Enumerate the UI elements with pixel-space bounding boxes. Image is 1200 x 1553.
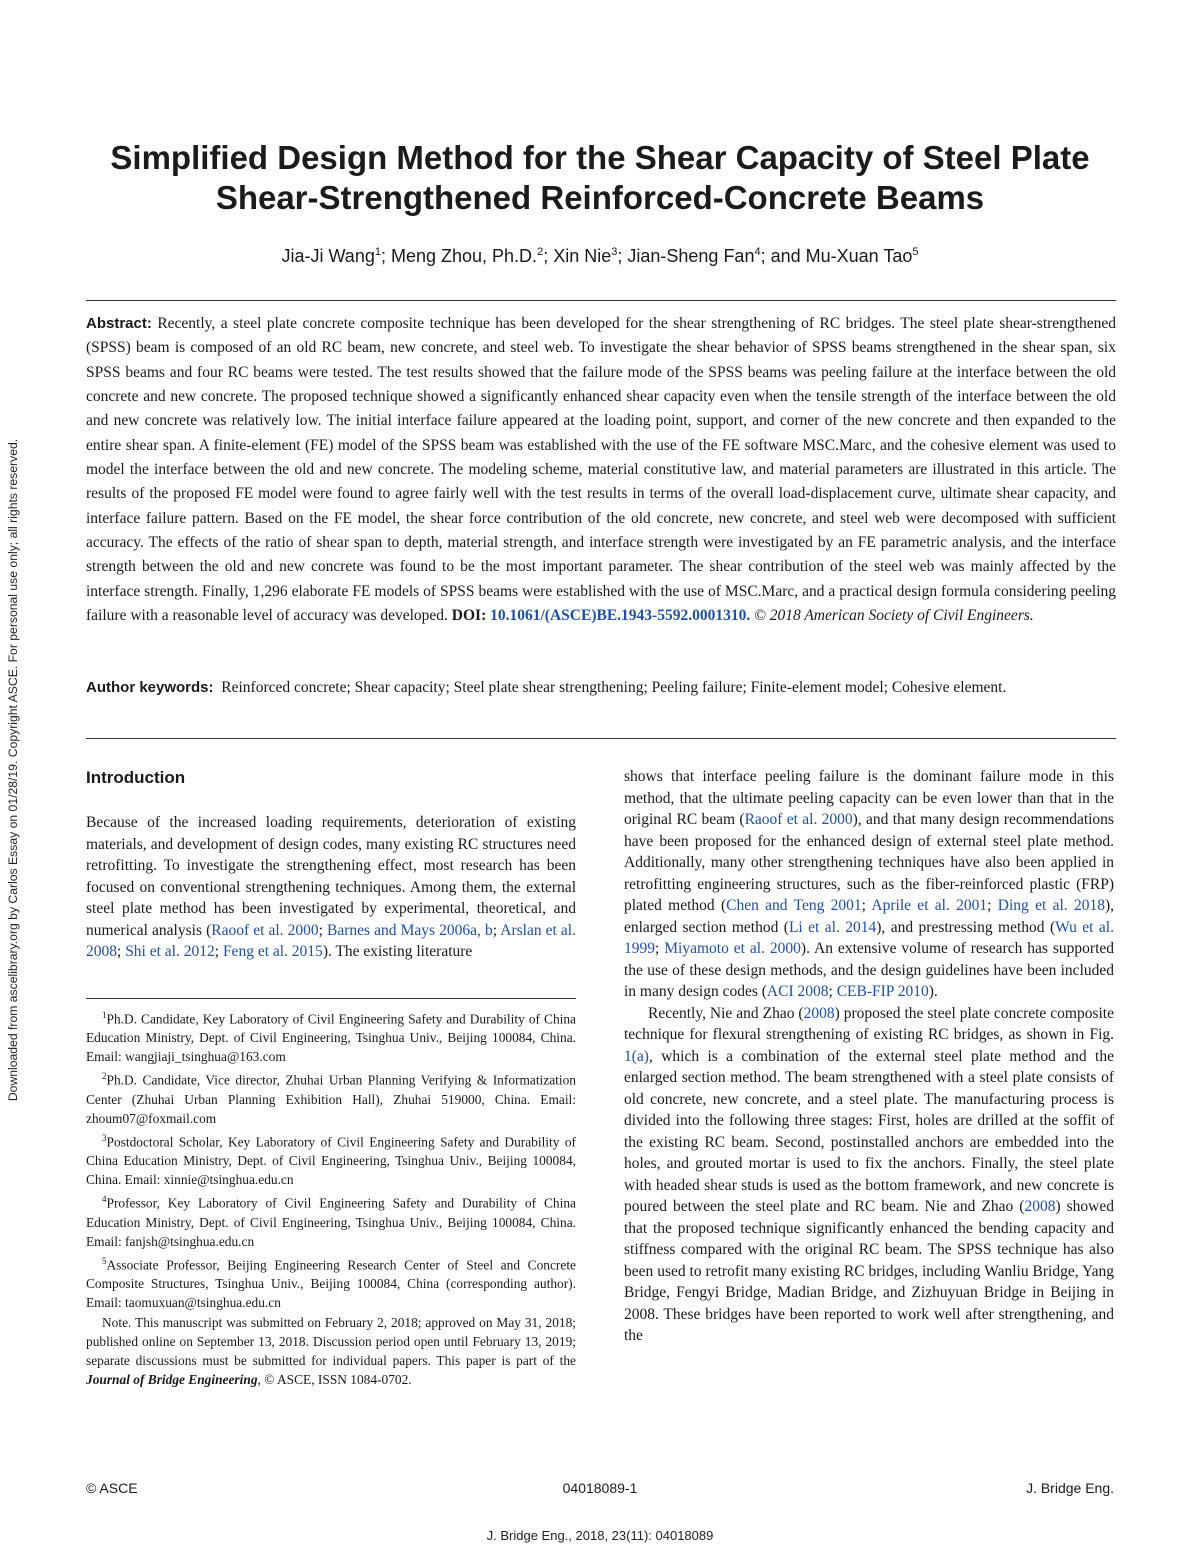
author-name: Jia-Ji Wang	[281, 246, 375, 266]
author-separator: ; and	[760, 246, 806, 266]
keywords-label: Author keywords:	[86, 679, 214, 696]
author-separator: ;	[380, 246, 391, 266]
note-text: Note. This manuscript was submitted on February 2, 2018; approved on May 31, 2018; published online on September 13, 2018. Discussion period open until February 13, 2019; separate discussions must be submitted for individual papers. This paper is part of the	[86, 1315, 576, 1369]
keywords-text: Reinforced concrete; Shear capacity; Steel plate shear strengthening; Peeling failure; Finite-element model; Cohesive element.	[221, 679, 1007, 696]
paragraph-text: ).	[928, 983, 938, 1000]
footnote-mark: 4	[102, 1194, 107, 1205]
paragraph-text: ;	[492, 921, 501, 939]
affiliation-list	[86, 1006, 576, 1312]
doi-link[interactable]: 10.1061/(ASCE)BE.1943-5592.0001310.	[490, 607, 751, 625]
intro-paragraph-left	[86, 812, 576, 963]
paragraph-text: ), and that many design recommendations have been proposed for the enhanced design of external steel plate method. Additionally, many other strengthening techniques have also been applied in retrofitting engineering structures, such as the fiber-reinforced plastic (FRP) plated method (	[624, 811, 1114, 914]
author-affiliation-mark: 2	[537, 246, 544, 258]
footnote-rule	[86, 998, 576, 999]
paragraph-text: ;	[117, 943, 126, 960]
footnote-mark: 5	[102, 1255, 107, 1266]
author-affiliation-mark: 1	[374, 246, 381, 258]
author-name: Xin Nie	[553, 246, 612, 266]
paragraph-text: Recently, Nie and Zhao (	[648, 1004, 804, 1022]
author-affiliation-mark: 3	[611, 246, 618, 258]
citation-link[interactable]: Shi et al. 2012	[125, 943, 215, 960]
citation-link[interactable]: Chen and Teng 2001	[726, 897, 862, 914]
affiliation-footnote	[86, 1006, 576, 1066]
copyright-notice: © 2018 American Society of Civil Engineers.	[754, 607, 1034, 625]
journal-name: Journal of Bridge Engineering	[86, 1372, 258, 1388]
paragraph-text: ;	[987, 897, 998, 914]
footnote-mark: 1	[102, 1010, 107, 1020]
author-affiliation-mark: 5	[912, 246, 919, 258]
paragraph-text: ;	[318, 921, 327, 939]
abstract-text: Recently, a steel plate concrete composite technique has been developed for the shear strengthening of RC bridges. The steel plate shear-strengthened (SPSS) beam is composed of an old RC beam, new concrete, and steel web. To investigate the shear behavior of SPSS beams strengthened in the shear span, six SPSS beams and four RC beams were tested. The test results showed that the failure mode of the SPSS beams was peeling failure at the interface between the old concrete and new concrete. The proposed technique showed a significantly enhanced shear capacity even when the tensile strength of the interface between the old and new concrete was relatively low. The initial interface failure appeared at the loading point, support, and corner of the new concrete and then expanded to the entire shear span. A finite-element (FE) model of the SPSS beam was established with the use of the FE software MSC.Marc, and the cohesive element was used to model the interface between the old and new concrete. The modeling scheme, material constitutive law, and material parameters are illustrated in this article. The results of the proposed FE model were found to agree fairly well with the test results in terms of the overall load-displacement curve, ultimate shear capacity, and interface failure pattern. Based on the FE model, the shear force contribution of the old concrete, new concrete, and steel web were decomposed with sufficient accuracy. The effects of the ratio of shear span to depth, material strength, and interface strength were investigated by an FE parametric analysis, and the interface strength between the old and new concrete was found to be the most important parameter. The shear contribution of the steel web was mainly affected by the interface strength. Finally, 1,296 elaborate FE models of SPSS beams were established with the use of MSC.Marc, and a practical design formula considering peeling failure with a reasonable level of accuracy was developed.	[86, 315, 1117, 625]
paragraph-text: ) showed that the proposed technique significantly enhanced the bending capacity and stiffness compared with the original RC beam. The SPSS technique has also been used to retrofit many existing RC bridges, including Wanliu Bridge, Yang Bridge, Fengyi Bridge, Madian Bridge, and Zizhuyuan Bridge in Beijing in 2008. These bridges have been reported to work well after strengthening, and the	[624, 1198, 1114, 1344]
citation-link[interactable]: Aprile et al. 2001	[871, 897, 988, 914]
paragraph-text: ;	[214, 943, 223, 960]
abstract-label: Abstract:	[86, 315, 152, 332]
author-separator: ;	[617, 246, 628, 266]
author-name: Jian-Sheng Fan	[627, 246, 755, 266]
affiliation-footnote	[86, 1252, 576, 1312]
footer-right: J. Bridge Eng.	[1026, 1480, 1114, 1496]
footnote-mark: 3	[102, 1132, 107, 1143]
doi-label: DOI:	[451, 607, 487, 625]
citation-link[interactable]: Raoof et al. 2000	[211, 921, 319, 939]
footnotes	[86, 1006, 576, 1390]
footnote-text: Associate Professor, Beijing Engineering Research Center of Steel and Concrete Composite Structures, Tsinghua Univ., Beijing 100084, China (corresponding author). Email: taomuxuan@tsinghua.edu.cn	[86, 1257, 576, 1311]
paragraph-text: ;	[655, 940, 665, 957]
footnote-mark: 2	[102, 1071, 107, 1082]
citation-link[interactable]: Barnes and Mays 2006a, b	[327, 921, 493, 939]
paragraph-text: ;	[861, 897, 872, 914]
paragraph-text: ), and prestressing method (	[876, 918, 1056, 936]
footnote-text: Ph.D. Candidate, Vice director, Zhuhai Urban Planning Verifying & Informatization Center (Zhuhai Urban Planning Exhibition Hall), Zhuhai 519000, China. Email: zhoum07@foxmail.com	[86, 1072, 576, 1126]
citation-link[interactable]: ACI 2008	[766, 983, 829, 1000]
paper-title: Simplified Design Method for the Shear Capacity of Steel Plate Shear-Strengthened Reinforced-Concrete Beams	[110, 139, 1090, 216]
citation-link[interactable]: Arslan et al. 2008	[86, 921, 576, 960]
citation-link[interactable]: Wu et al. 1999	[624, 918, 1114, 957]
paragraph-text: ). An extensive volume of research has supported the use of these design methods, and the design guidelines have been included in many design codes (	[624, 940, 1115, 1000]
abstract	[86, 312, 1116, 628]
author-list	[80, 238, 1120, 270]
citation-link[interactable]: 2008	[803, 1004, 835, 1022]
citation-link[interactable]: Feng et al. 2015	[222, 943, 323, 960]
citation-link[interactable]: 2008	[1024, 1198, 1056, 1215]
section-heading-introduction: Introduction	[86, 768, 186, 787]
paragraph-text: ) proposed the steel plate concrete composite technique for flexural strengthening of existing RC bridges, as shown in Fig.	[624, 1004, 1114, 1043]
citation-link[interactable]: Ding et al. 2018	[997, 897, 1105, 914]
author-affiliation-mark: 4	[754, 246, 761, 258]
left-column	[86, 812, 576, 963]
citation-link[interactable]: Miyamoto et al. 2000	[664, 940, 801, 957]
citation-link[interactable]: CEB-FIP 2010	[836, 983, 929, 1000]
paragraph-text: ). The existing literature	[322, 943, 473, 960]
affiliation-footnote	[86, 1067, 576, 1127]
paragraph-text: Because of the increased loading requirements, deterioration of existing materials, and development of design codes, many existing RC structures need retrofitting. To investigate the strengthening effect, most research has been focused on conventional strengthening techniques. Among them, the external steel plate method has been investigated by experimental, theoretical, and numerical analysis (	[86, 814, 576, 939]
submission-note	[86, 1313, 576, 1389]
download-notice-text: Downloaded from ascelibrary.org by Carlos Essay on 01/28/19. Copyright ASCE. For personal use only; all rights reserved.	[6, 438, 20, 1102]
footnote-text: Ph.D. Candidate, Key Laboratory of Civil Engineering Safety and Durability of China Education Ministry, Dept. of Civil Engineering, Tsinghua Univ., Beijing 100084, China. Email: wangjiaji_tsinghua@163.com	[86, 1011, 576, 1065]
abstract-bottom-rule	[86, 738, 1116, 739]
paragraph-text: , which is a combination of the external steel plate method and the enlarged section method. The beam strengthened with a steel plate consists of old concrete, new concrete, and a steel plate. The manufacturing process is divided into the following three stages: First, holes are drilled at the soffit of the existing RC beam. Second, postinstalled anchors are embedded into the holes, and grouted mortar is used to fix the anchors. Finally, the steel plate with headed shear studs is used as the bottom framework, and new concrete is poured between the steel plate and RC beam. Nie and Zhao (	[624, 1047, 1114, 1215]
footnote-text: Professor, Key Laboratory of Civil Engineering Safety and Durability of China Education Ministry, Dept. of Civil Engineering, Tsinghua Univ., Beijing 100084, China. Email: fanjsh@tsinghua.edu.cn	[86, 1195, 576, 1249]
download-notice	[0, 375, 26, 1165]
author-separator: ;	[543, 246, 554, 266]
affiliation-footnote	[86, 1129, 576, 1189]
intro-paragraph-right-2	[624, 1003, 1114, 1347]
abstract-top-rule	[86, 300, 1116, 301]
paragraph-text: ), enlarged section method (	[624, 897, 1115, 936]
journal-citation: J. Bridge Eng., 2018, 23(11): 04018089	[486, 1528, 714, 1543]
citation-link[interactable]: 1(a)	[624, 1047, 649, 1065]
affiliation-footnote	[86, 1190, 576, 1250]
footer-left: © ASCE	[86, 1480, 138, 1496]
author-name: Mu-Xuan Tao	[805, 246, 913, 266]
citation-link[interactable]: Raoof et al. 2000	[744, 811, 853, 828]
note-issn: , © ASCE, ISSN 1084-0702.	[257, 1372, 412, 1388]
author-name: Meng Zhou, Ph.D.	[390, 246, 538, 266]
footnote-text: Postdoctoral Scholar, Key Laboratory of Civil Engineering Safety and Durability of China Education Ministry, Dept. of Civil Engineering, Tsinghua Univ., Beijing 100084, China. Email: xinnie@tsinghua.edu.cn	[86, 1134, 576, 1188]
footer-page-number: 04018089-1	[562, 1480, 638, 1496]
citation-link[interactable]: Li et al. 2014	[788, 918, 877, 936]
right-column	[624, 766, 1114, 1347]
author-keywords	[86, 676, 1116, 700]
paragraph-text: ;	[828, 983, 837, 1000]
paragraph-text: shows that interface peeling failure is the dominant failure mode in this method, that the ultimate peeling capacity can be even lower than that in the original RC beam (	[624, 768, 1114, 828]
intro-paragraph-right-1	[624, 766, 1114, 1003]
